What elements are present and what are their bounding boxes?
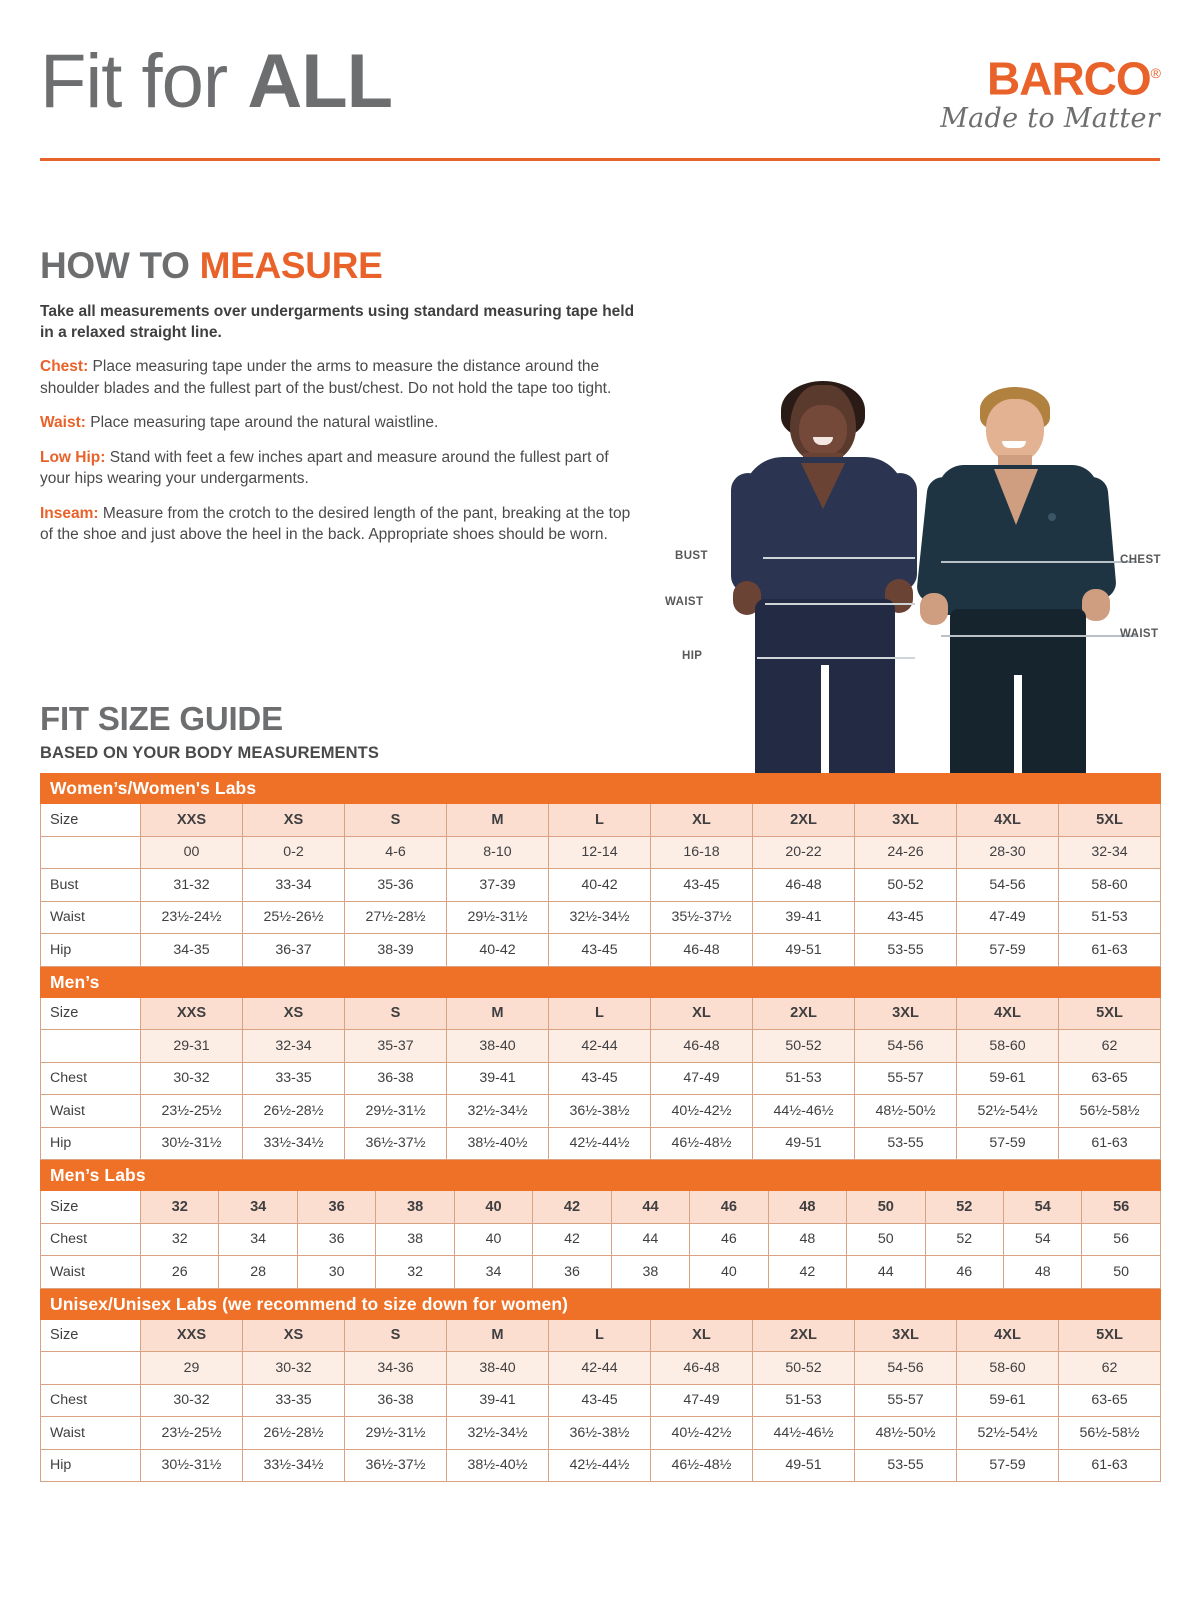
numeric-size-cell: 50-52	[753, 1030, 855, 1063]
brand-logo	[940, 50, 1160, 135]
table-row	[41, 1095, 1161, 1128]
size-table-header-row	[41, 1191, 1161, 1224]
numeric-row-label	[41, 1352, 141, 1385]
male-right-hand	[1082, 589, 1110, 621]
numeric-size-cell: 29-31	[141, 1030, 243, 1063]
measurement-cell: 23½-24½	[141, 901, 243, 934]
measure-item-chest-label: Chest:	[40, 358, 89, 375]
numeric-row-label	[41, 1030, 141, 1063]
measure-item-waist-label: Waist:	[40, 414, 86, 431]
registered-mark-icon: ®	[1150, 65, 1160, 81]
measurement-cell: 33-35	[243, 1384, 345, 1417]
size-table-0	[40, 773, 1161, 967]
measurement-cell: 53-55	[855, 1449, 957, 1482]
row-label-cell: Bust	[41, 869, 141, 902]
row-label-cell: Hip	[41, 934, 141, 967]
numeric-size-cell: 42-44	[549, 1030, 651, 1063]
measurement-cell: 38½-40½	[447, 1449, 549, 1482]
measurement-cell: 27½-28½	[345, 901, 447, 934]
measurement-cell: 46½-48½	[651, 1449, 753, 1482]
measurement-cell: 50	[1082, 1256, 1160, 1289]
numeric-size-cell: 62	[1059, 1030, 1161, 1063]
size-header-cell: 3XL	[855, 804, 957, 837]
female-face	[799, 405, 847, 457]
numeric-size-cell: 58-60	[957, 1352, 1059, 1385]
measurement-cell: 33½-34½	[243, 1127, 345, 1160]
measurement-cell: 36-38	[345, 1062, 447, 1095]
fit-size-guide-subheading: BASED ON YOUR BODY MEASUREMENTS	[40, 744, 379, 762]
measurement-cell: 32	[141, 1223, 219, 1256]
measurement-cell: 46-48	[651, 934, 753, 967]
numeric-size-cell: 32-34	[1059, 836, 1161, 869]
measurement-cell: 53-55	[855, 934, 957, 967]
size-header-cell: XXS	[141, 1319, 243, 1352]
brand-tagline: Made to Matter	[940, 103, 1160, 135]
numeric-size-cell: 46-48	[651, 1030, 753, 1063]
measurement-cell: 36	[297, 1223, 375, 1256]
measurement-cell: 46½-48½	[651, 1127, 753, 1160]
size-header-cell: 40	[454, 1191, 532, 1224]
size-table-3	[40, 1289, 1161, 1483]
male-chest-pocket	[1048, 513, 1056, 521]
size-header-cell: 5XL	[1059, 804, 1161, 837]
header-divider	[40, 158, 1160, 161]
measurement-cell: 38½-40½	[447, 1127, 549, 1160]
size-table-band	[41, 1289, 1161, 1319]
measurement-cell: 43-45	[855, 901, 957, 934]
measurement-cell: 48	[1003, 1256, 1081, 1289]
measurement-cell: 30-32	[141, 1384, 243, 1417]
measurement-cell: 42	[533, 1223, 611, 1256]
heading-plain: HOW TO	[40, 245, 200, 286]
measurement-cell: 32½-34½	[447, 1417, 549, 1450]
size-header-cell: 5XL	[1059, 1319, 1161, 1352]
measurement-cell: 39-41	[447, 1062, 549, 1095]
measurement-cell: 55-57	[855, 1384, 957, 1417]
measurement-cell: 52½-54½	[957, 1095, 1059, 1128]
measurement-cell: 36½-38½	[549, 1095, 651, 1128]
size-table-header-row	[41, 804, 1161, 837]
row-label-cell: Chest	[41, 1062, 141, 1095]
measurement-cell: 59-61	[957, 1384, 1059, 1417]
numeric-size-cell: 50-52	[753, 1352, 855, 1385]
measurement-cell: 40-42	[447, 934, 549, 967]
size-header-cell: 2XL	[753, 1319, 855, 1352]
measurement-cell: 28	[219, 1256, 297, 1289]
numeric-size-cell: 62	[1059, 1352, 1161, 1385]
numeric-size-cell: 38-40	[447, 1352, 549, 1385]
measurement-cell: 39-41	[447, 1384, 549, 1417]
size-header-cell: XL	[651, 1319, 753, 1352]
heading-accent: MEASURE	[199, 245, 383, 286]
size-header-cell: XS	[243, 804, 345, 837]
chest-label: CHEST	[1120, 554, 1161, 566]
page-title-bold: ALL	[247, 39, 393, 124]
page-title	[40, 39, 393, 124]
table-row	[41, 901, 1161, 934]
measurement-cell: 33-34	[243, 869, 345, 902]
size-header-cell: L	[549, 804, 651, 837]
measurement-cell: 49-51	[753, 1127, 855, 1160]
measurement-cell: 42½-44½	[549, 1449, 651, 1482]
measurement-cell: 46-48	[753, 869, 855, 902]
table-row	[41, 1384, 1161, 1417]
fit-size-guide-heading: FIT SIZE GUIDE	[40, 700, 283, 737]
measurement-cell: 47-49	[651, 1384, 753, 1417]
row-label-cell: Hip	[41, 1127, 141, 1160]
size-header-cell: XXS	[141, 997, 243, 1030]
numeric-size-cell: 28-30	[957, 836, 1059, 869]
measurement-cell: 30½-31½	[141, 1449, 243, 1482]
measurement-cell: 61-63	[1059, 1449, 1161, 1482]
size-header-cell: XL	[651, 804, 753, 837]
page-header	[40, 0, 1160, 150]
measurement-cell: 36½-37½	[345, 1449, 447, 1482]
measurement-cell: 31-32	[141, 869, 243, 902]
size-table-2	[40, 1160, 1161, 1289]
size-header-cell: S	[345, 804, 447, 837]
row-label-cell: Waist	[41, 1256, 141, 1289]
measurement-cell: 36½-37½	[345, 1127, 447, 1160]
size-header-cell: 56	[1082, 1191, 1160, 1224]
measurement-cell: 25½-26½	[243, 901, 345, 934]
measurement-cell: 44	[611, 1223, 689, 1256]
table-row	[41, 869, 1161, 902]
measurement-cell: 38-39	[345, 934, 447, 967]
measurement-cell: 61-63	[1059, 934, 1161, 967]
size-header-cell: M	[447, 1319, 549, 1352]
measure-item-chest	[40, 356, 640, 399]
measurement-cell: 35½-37½	[651, 901, 753, 934]
chest-measure-line	[941, 561, 1137, 563]
measurement-cell: 30-32	[141, 1062, 243, 1095]
measurement-cell: 59-61	[957, 1062, 1059, 1095]
size-table-numeric-row	[41, 836, 1161, 869]
size-table-band	[41, 967, 1161, 997]
male-left-hand	[920, 593, 948, 625]
numeric-size-cell: 30-32	[243, 1352, 345, 1385]
measurement-cell: 54-56	[957, 869, 1059, 902]
table-row	[41, 1127, 1161, 1160]
measurement-cell: 50	[847, 1223, 925, 1256]
measurement-cell: 29½-31½	[447, 901, 549, 934]
waist-label-left: WAIST	[665, 596, 704, 608]
measure-item-low-hip-text: Stand with feet a few inches apart and measure around the fullest part of your hips wearing your undergarments.	[40, 448, 609, 487]
measurement-cell: 23½-25½	[141, 1417, 243, 1450]
measurement-cell: 36	[533, 1256, 611, 1289]
size-header-cell: 46	[690, 1191, 768, 1224]
measurement-cell: 56	[1082, 1223, 1160, 1256]
measurement-cell: 34	[454, 1256, 532, 1289]
numeric-size-cell: 46-48	[651, 1352, 753, 1385]
measurement-cell: 38	[376, 1223, 454, 1256]
size-table-1	[40, 967, 1161, 1161]
measurement-cell: 58-60	[1059, 869, 1161, 902]
measurement-cell: 43-45	[549, 1384, 651, 1417]
size-header-cell: 4XL	[957, 804, 1059, 837]
measure-item-waist-text: Place measuring tape around the natural waistline.	[85, 414, 439, 431]
measurement-cell: 34-35	[141, 934, 243, 967]
table-row	[41, 1417, 1161, 1450]
measurement-cell: 29½-31½	[345, 1417, 447, 1450]
brand-name	[940, 50, 1160, 105]
measurement-cell: 36-37	[243, 934, 345, 967]
measurement-cell: 48	[768, 1223, 846, 1256]
size-header-cell: 50	[847, 1191, 925, 1224]
measurement-cell: 38	[611, 1256, 689, 1289]
measurement-cell: 26½-28½	[243, 1417, 345, 1450]
size-header-cell: 54	[1003, 1191, 1081, 1224]
measurement-cell: 40	[454, 1223, 532, 1256]
size-header-cell: 4XL	[957, 1319, 1059, 1352]
numeric-size-cell: 54-56	[855, 1030, 957, 1063]
measurement-cell: 44½-46½	[753, 1417, 855, 1450]
measurement-cell: 32½-34½	[447, 1095, 549, 1128]
measurement-cell: 36½-38½	[549, 1417, 651, 1450]
measure-item-inseam-label: Inseam:	[40, 504, 99, 522]
how-to-measure-heading	[40, 245, 640, 287]
male-smile	[1002, 441, 1026, 448]
size-header-cell: 32	[141, 1191, 219, 1224]
numeric-size-cell: 58-60	[957, 1030, 1059, 1063]
measurement-cell: 48½-50½	[855, 1095, 957, 1128]
measurement-cell: 47-49	[651, 1062, 753, 1095]
measurement-cell: 57-59	[957, 1127, 1059, 1160]
numeric-size-cell: 42-44	[549, 1352, 651, 1385]
measurement-cell: 52½-54½	[957, 1417, 1059, 1450]
size-header-cell: 36	[297, 1191, 375, 1224]
female-right-sleeve	[883, 473, 917, 591]
numeric-size-cell: 35-37	[345, 1030, 447, 1063]
measurement-cell: 61-63	[1059, 1127, 1161, 1160]
size-header-cell: 2XL	[753, 804, 855, 837]
measure-item-chest-text: Place measuring tape under the arms to measure the distance around the shoulder blades and the fullest part of the bust/chest. Do not hold the tape too tight.	[40, 358, 612, 397]
numeric-size-cell: 12-14	[549, 836, 651, 869]
measurement-cell: 40½-42½	[651, 1417, 753, 1450]
bust-label: BUST	[675, 550, 708, 562]
numeric-size-cell: 8-10	[447, 836, 549, 869]
measurement-cell: 46	[690, 1223, 768, 1256]
size-label-cell: Size	[41, 997, 141, 1030]
measure-item-inseam-text: Measure from the crotch to the desired length of the pant, breaking at the top of the shoe and just above the heel in the back. Appropriate shoes should be worn.	[40, 504, 631, 543]
measurement-cell: 46	[925, 1256, 1003, 1289]
size-table-header-row	[41, 997, 1161, 1030]
measurement-cell: 51-53	[753, 1062, 855, 1095]
size-header-cell: XS	[243, 997, 345, 1030]
numeric-row-label	[41, 836, 141, 869]
measurement-cell: 51-53	[753, 1384, 855, 1417]
measurement-cell: 56½-58½	[1059, 1417, 1161, 1450]
size-label-cell: Size	[41, 1191, 141, 1224]
size-header-cell: 34	[219, 1191, 297, 1224]
measurement-cell: 40	[690, 1256, 768, 1289]
size-header-cell: 3XL	[855, 997, 957, 1030]
measurement-cell: 51-53	[1059, 901, 1161, 934]
size-table-header-row	[41, 1319, 1161, 1352]
size-header-cell: S	[345, 1319, 447, 1352]
row-label-cell: Waist	[41, 901, 141, 934]
how-to-measure-section	[40, 245, 640, 546]
size-header-cell: 44	[611, 1191, 689, 1224]
size-label-cell: Size	[41, 1319, 141, 1352]
numeric-size-cell: 38-40	[447, 1030, 549, 1063]
measurement-cell: 57-59	[957, 1449, 1059, 1482]
measurement-cell: 54	[1003, 1223, 1081, 1256]
size-header-cell: L	[549, 997, 651, 1030]
measure-item-waist	[40, 412, 640, 434]
measurement-cell: 47-49	[957, 901, 1059, 934]
measurement-cell: 43-45	[549, 1062, 651, 1095]
numeric-size-cell: 34-36	[345, 1352, 447, 1385]
measure-item-low-hip-label: Low Hip:	[40, 448, 106, 466]
numeric-size-cell: 29	[141, 1352, 243, 1385]
measurement-cell: 55-57	[855, 1062, 957, 1095]
size-header-cell: 5XL	[1059, 997, 1161, 1030]
measurement-cell: 48½-50½	[855, 1417, 957, 1450]
size-table-band-label: Men’s	[41, 967, 1161, 997]
measurement-cell: 44	[847, 1256, 925, 1289]
size-header-cell: M	[447, 997, 549, 1030]
measurement-cell: 32½-34½	[549, 901, 651, 934]
measurement-cell: 37-39	[447, 869, 549, 902]
measurement-cell: 33-35	[243, 1062, 345, 1095]
measurement-cell: 26½-28½	[243, 1095, 345, 1128]
size-table-band-label: Unisex/Unisex Labs (we recommend to size down for women)	[41, 1289, 1161, 1319]
measurement-cell: 34	[219, 1223, 297, 1256]
measurement-cell: 43-45	[651, 869, 753, 902]
measurement-cell: 42½-44½	[549, 1127, 651, 1160]
table-row	[41, 1256, 1161, 1289]
size-table-band	[41, 774, 1161, 804]
size-header-cell: XL	[651, 997, 753, 1030]
female-left-sleeve	[731, 473, 765, 593]
size-table-band-label: Women’s/Women's Labs	[41, 774, 1161, 804]
measurement-cell: 52	[925, 1223, 1003, 1256]
numeric-size-cell: 00	[141, 836, 243, 869]
waist-measure-line-female	[765, 603, 915, 605]
measurement-cell: 40-42	[549, 869, 651, 902]
numeric-size-cell: 54-56	[855, 1352, 957, 1385]
measurement-cell: 63-65	[1059, 1384, 1161, 1417]
size-table-band-label: Men’s Labs	[41, 1161, 1161, 1191]
table-row	[41, 1223, 1161, 1256]
size-header-cell: 4XL	[957, 997, 1059, 1030]
male-face	[986, 399, 1044, 463]
row-label-cell: Waist	[41, 1417, 141, 1450]
measure-item-inseam	[40, 503, 640, 546]
measurement-cell: 44½-46½	[753, 1095, 855, 1128]
measurement-cell: 43-45	[549, 934, 651, 967]
size-table-band	[41, 1161, 1161, 1191]
waist-label-right: WAIST	[1120, 628, 1159, 640]
measurement-cell: 29½-31½	[345, 1095, 447, 1128]
row-label-cell: Chest	[41, 1384, 141, 1417]
measurement-cell: 49-51	[753, 934, 855, 967]
measurement-cell: 57-59	[957, 934, 1059, 967]
size-header-cell: M	[447, 804, 549, 837]
size-label-cell: Size	[41, 804, 141, 837]
size-header-cell: 38	[376, 1191, 454, 1224]
row-label-cell: Hip	[41, 1449, 141, 1482]
measurement-cell: 30½-31½	[141, 1127, 243, 1160]
numeric-size-cell: 4-6	[345, 836, 447, 869]
measurement-cell: 42	[768, 1256, 846, 1289]
measurement-cell: 23½-25½	[141, 1095, 243, 1128]
size-tables	[40, 773, 1160, 1482]
size-table-numeric-row	[41, 1352, 1161, 1385]
measurement-cell: 35-36	[345, 869, 447, 902]
measurement-cell: 36-38	[345, 1384, 447, 1417]
table-row	[41, 934, 1161, 967]
numeric-size-cell: 20-22	[753, 836, 855, 869]
table-row	[41, 1449, 1161, 1482]
fit-size-guide-section	[40, 700, 1160, 1482]
hip-measure-line	[757, 657, 915, 659]
how-to-measure-lead: Take all measurements over undergarments using standard measuring tape held in a relaxed straight line.	[40, 303, 635, 341]
row-label-cell: Chest	[41, 1223, 141, 1256]
bust-measure-line	[763, 557, 915, 559]
size-table-numeric-row	[41, 1030, 1161, 1063]
brand-wordmark: BARCO	[987, 52, 1151, 105]
waist-measure-line-male	[941, 635, 1137, 637]
measurement-cell: 49-51	[753, 1449, 855, 1482]
measurement-cell: 40½-42½	[651, 1095, 753, 1128]
row-label-cell: Waist	[41, 1095, 141, 1128]
size-header-cell: XXS	[141, 804, 243, 837]
measurement-cell: 32	[376, 1256, 454, 1289]
measurement-cell: 53-55	[855, 1127, 957, 1160]
measurement-cell: 30	[297, 1256, 375, 1289]
measurement-cell: 39-41	[753, 901, 855, 934]
page-title-light: Fit for	[40, 39, 248, 124]
numeric-size-cell: 16-18	[651, 836, 753, 869]
size-header-cell: 42	[533, 1191, 611, 1224]
numeric-size-cell: 0-2	[243, 836, 345, 869]
measurement-cell: 56½-58½	[1059, 1095, 1161, 1128]
size-header-cell: 3XL	[855, 1319, 957, 1352]
size-header-cell: 48	[768, 1191, 846, 1224]
numeric-size-cell: 24-26	[855, 836, 957, 869]
size-header-cell: 52	[925, 1191, 1003, 1224]
measurement-cell: 50-52	[855, 869, 957, 902]
numeric-size-cell: 32-34	[243, 1030, 345, 1063]
size-header-cell: 2XL	[753, 997, 855, 1030]
size-header-cell: XS	[243, 1319, 345, 1352]
table-row	[41, 1062, 1161, 1095]
measure-item-low-hip	[40, 447, 640, 490]
size-header-cell: L	[549, 1319, 651, 1352]
hip-label: HIP	[682, 650, 703, 662]
measurement-cell: 63-65	[1059, 1062, 1161, 1095]
size-header-cell: S	[345, 997, 447, 1030]
measurement-cell: 33½-34½	[243, 1449, 345, 1482]
measurement-cell: 26	[141, 1256, 219, 1289]
